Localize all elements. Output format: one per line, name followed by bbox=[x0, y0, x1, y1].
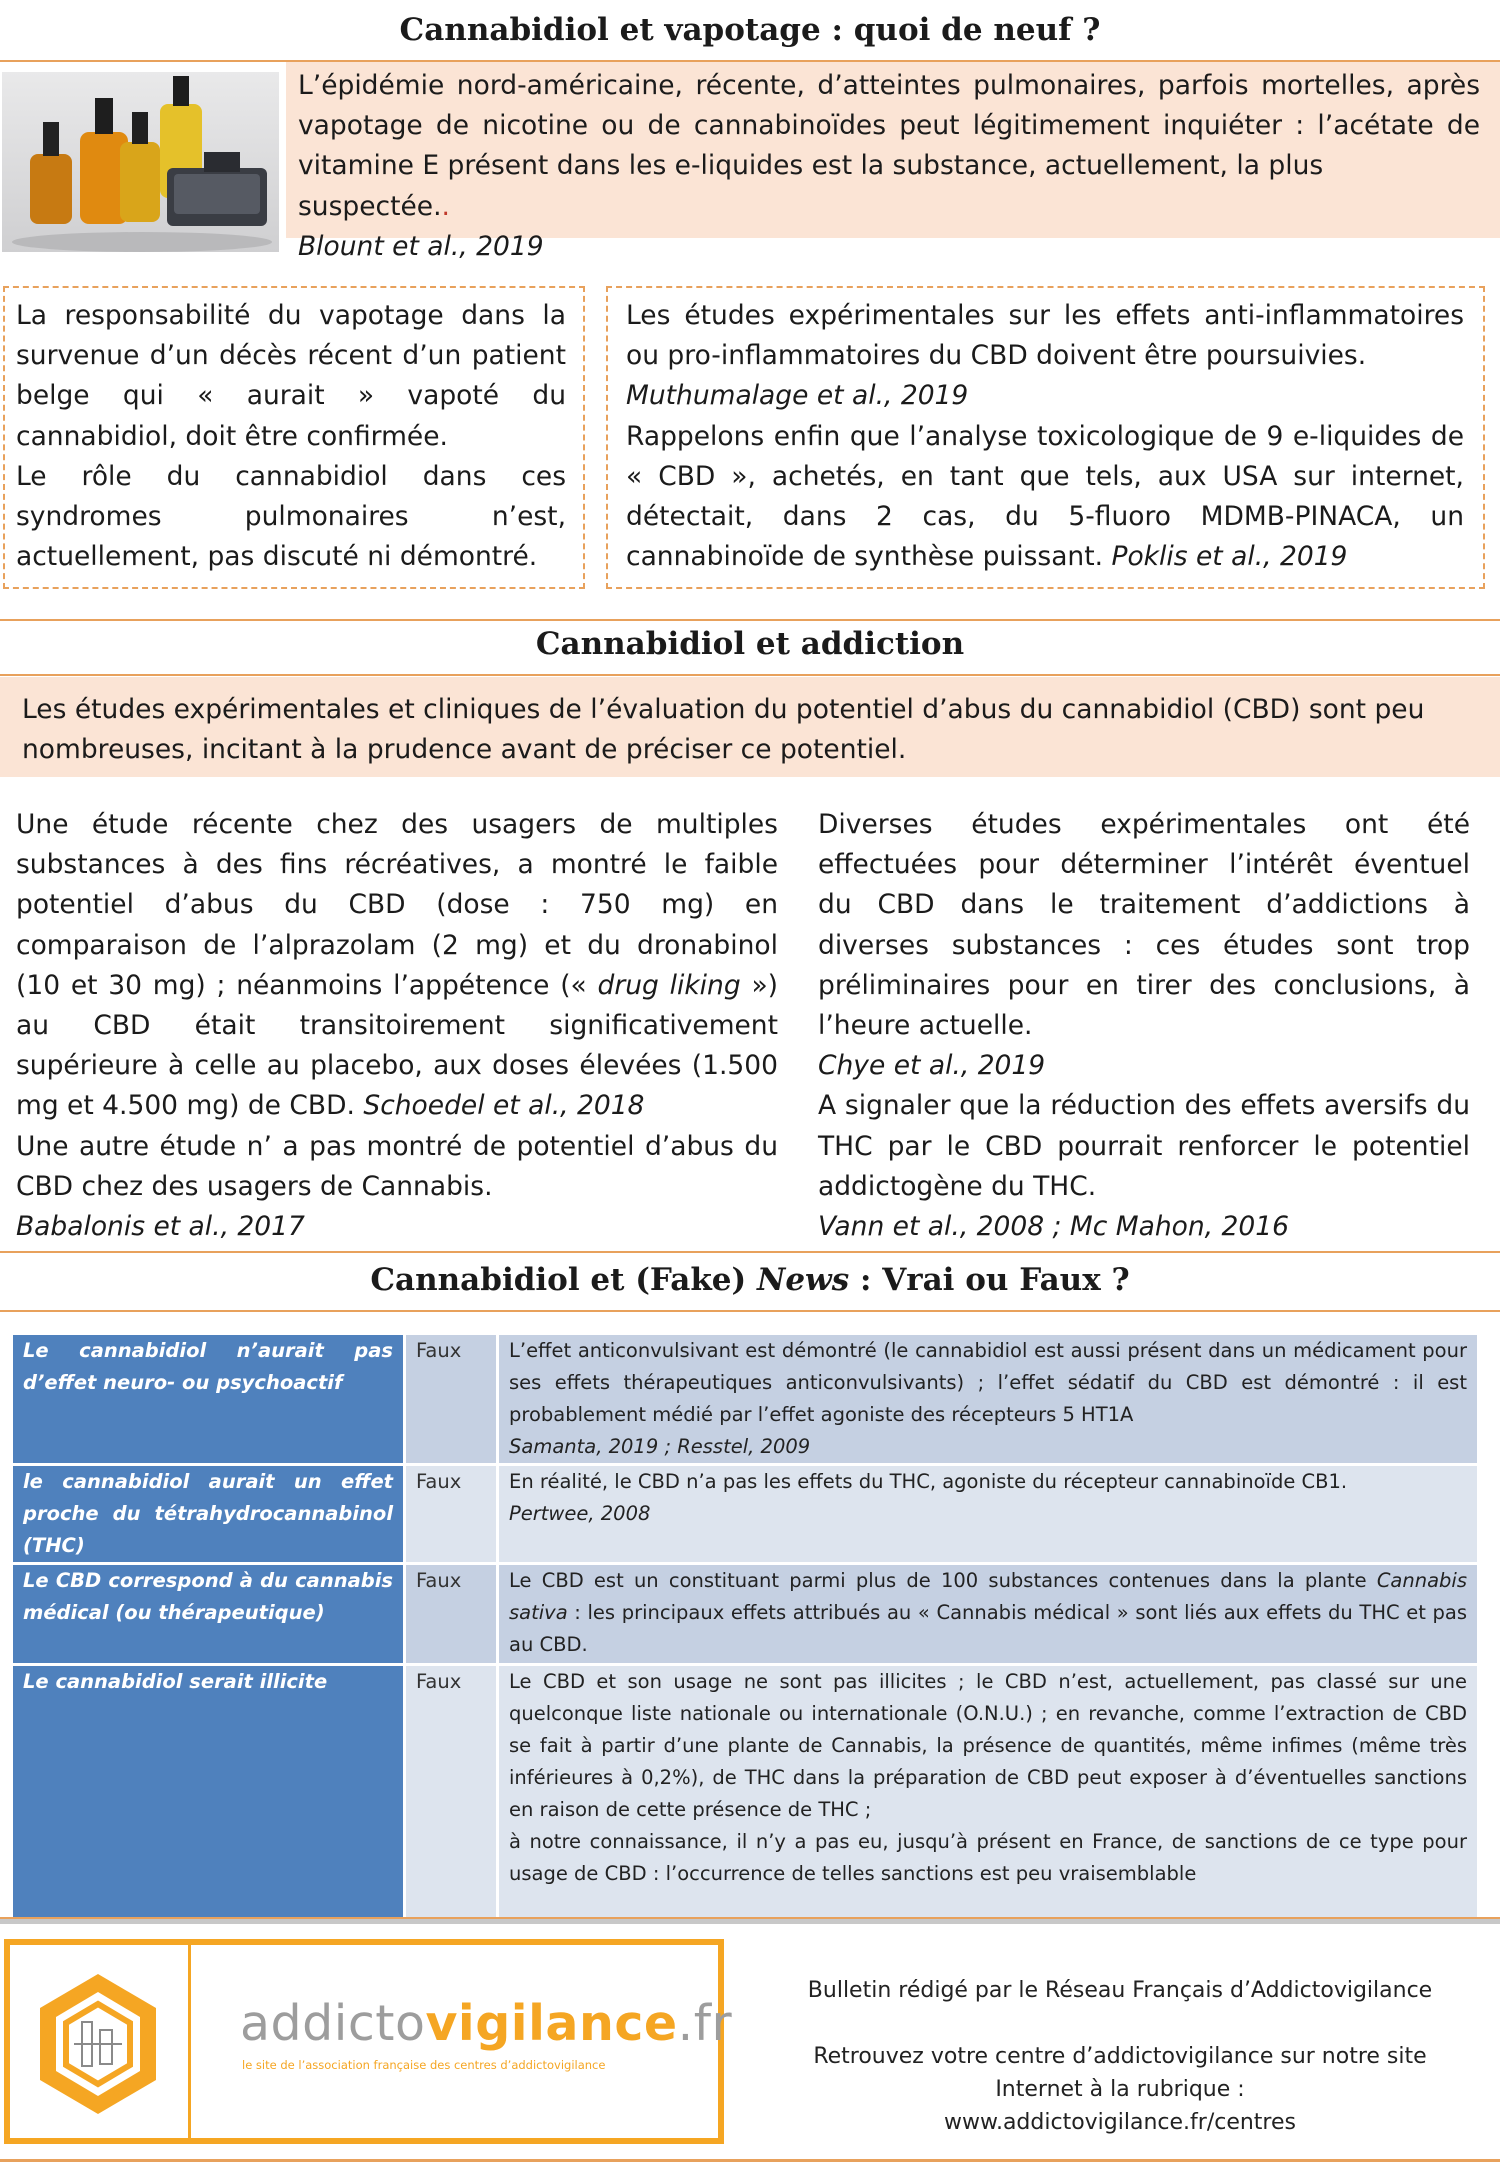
answer-text: L’effet anticonvulsivant est démontré (le cannabidiol est aussi présent dans un médicament pour ses effets thérapeutiques anticonvulsivants) ; l’effet sédatif du CBD est démontré : il est probablement médié par l’effet agoniste des récepteurs 5 HT1A bbox=[509, 1339, 1467, 1426]
right-box-text bbox=[626, 296, 1464, 577]
answer-cell bbox=[499, 1666, 1477, 1918]
true-false-table bbox=[10, 1332, 1480, 1921]
verdict-cell: Faux bbox=[406, 1466, 496, 1562]
table-row bbox=[13, 1565, 1477, 1663]
table-row bbox=[13, 1666, 1477, 1918]
verdict-cell: Faux bbox=[406, 1666, 496, 1918]
text-line: actuellement, pas discuté ni démontré. bbox=[16, 541, 538, 573]
answer-cell bbox=[499, 1335, 1477, 1463]
reference: Schoedel et al., 2018 bbox=[363, 1090, 645, 1122]
footer-text-line: Retrouvez votre centre d’addictovigilance sur notre site bbox=[813, 2044, 1427, 2069]
text-line: nombreuses, incitant à la prudence avant de préciser ce potentiel. bbox=[22, 734, 907, 766]
verdict-cell: Faux bbox=[406, 1565, 496, 1663]
footer-divider bbox=[0, 1917, 1500, 1924]
footer-info bbox=[760, 2040, 1480, 2139]
table-row bbox=[13, 1466, 1477, 1562]
reference: Chye et al., 2019 bbox=[818, 1050, 1046, 1082]
divider bbox=[0, 674, 1500, 676]
text-line: détectait, dans 2 cas, du 5-fluoro MDMB-PINACA, un bbox=[626, 501, 1464, 533]
text-line: syndromes pulmonaires n’est, bbox=[16, 501, 566, 533]
text-line: l’heure actuelle. bbox=[818, 1010, 1033, 1042]
title-part: Cannabidiol et (Fake) bbox=[370, 1262, 757, 1298]
left-box-text bbox=[16, 296, 566, 577]
text-line: Une étude récente chez des usagers de multiples bbox=[16, 809, 778, 840]
verdict-cell: Faux bbox=[406, 1335, 496, 1463]
text-line: Rappelons enfin que l’analyse toxicologique de 9 e-liquides de bbox=[626, 420, 1464, 452]
answer-text: : les principaux effets attribués au « Cannabis médical » sont liés aux effets du THC et pas au CBD. bbox=[509, 1601, 1467, 1656]
text-line: vapotage de nicotine ou de cannabinoïdes peut légitimement inquiéter : l’acétate de bbox=[298, 110, 1480, 142]
text-line: vitamine E présent dans les e-liquides est la substance, actuellement, la plus suspectée.. bbox=[298, 150, 1324, 222]
text-line: A signaler que la réduction des effets aversifs du bbox=[818, 1090, 1470, 1122]
section-title-fake-news bbox=[0, 1262, 1500, 1298]
addiction-right-column bbox=[818, 805, 1470, 1247]
claim-cell: Le cannabidiol serait illicite bbox=[13, 1666, 403, 1918]
addiction-left-column bbox=[16, 805, 778, 1247]
text-line: cannabidiol, doit être confirmée. bbox=[16, 420, 448, 452]
text-line: Diverses études expérimentales ont été bbox=[818, 809, 1470, 840]
answer-cell bbox=[499, 1466, 1477, 1562]
frame-separator bbox=[188, 1945, 191, 2138]
section-title-vapotage: Cannabidiol et vapotage : quoi de neuf ? bbox=[399, 12, 1101, 48]
reference: Babalonis et al., 2017 bbox=[16, 1211, 305, 1243]
text-line: La responsabilité du vapotage dans la bbox=[16, 300, 566, 331]
text-line: potentiel d’abus du CBD (dose : 750 mg) en bbox=[16, 889, 778, 921]
footer-url[interactable]: www.addictovigilance.fr/centres bbox=[944, 2110, 1296, 2135]
divider bbox=[0, 1310, 1500, 1312]
intro-text-addiction bbox=[22, 690, 1482, 770]
answer-text: En réalité, le CBD n’a pas les effets du THC, agoniste du récepteur cannabinoïde CB1. bbox=[509, 1470, 1348, 1493]
text-line: CBD chez des usagers de Cannabis. bbox=[16, 1170, 493, 1202]
text-line: Le rôle du cannabidiol dans ces bbox=[16, 460, 566, 492]
text-line: préliminaires pour en tirer des conclusions, à bbox=[818, 969, 1470, 1001]
text-line: Les études expérimentales sur les effets anti-inflammatoires bbox=[626, 300, 1464, 331]
drug-liking-term: drug liking bbox=[597, 969, 741, 1001]
claim-cell: Le CBD correspond à du cannabis médical (ou thérapeutique) bbox=[13, 1565, 403, 1663]
text-line: survenue d’un décès récent d’un patient bbox=[16, 340, 566, 372]
text-line: addictogène du THC. bbox=[818, 1170, 1097, 1202]
table-row bbox=[13, 1335, 1477, 1463]
divider bbox=[0, 619, 1500, 621]
divider bbox=[0, 1251, 1500, 1253]
text-line: cannabinoïde de synthèse puissant. bbox=[626, 541, 1104, 573]
footer-text-line: Internet à la rubrique : bbox=[995, 2077, 1245, 2102]
answer-text: à notre connaissance, il n’y a pas eu, jusqu’à présent en France, de sanctions de ce type pour usage de CBD : l’occurrence de telles sanctions est peu vraisemblable bbox=[509, 1830, 1467, 1885]
addictovigilance-hexagon-logo bbox=[34, 1970, 162, 2118]
text-line: (10 et 30 mg) ; néanmoins l’appétence (« bbox=[16, 969, 598, 1001]
text-line: Une autre étude n’ a pas montré de potentiel d’abus du bbox=[16, 1130, 778, 1162]
text-line: Les études expérimentales et cliniques de l’évaluation du potentiel d’abus du cannabidiol (CBD) sont peu bbox=[22, 694, 1425, 725]
wordmark-part: addicto bbox=[240, 1995, 426, 2052]
text-line: substances à des fins récréatives, a montré le faible bbox=[16, 849, 778, 881]
section-title-addiction: Cannabidiol et addiction bbox=[535, 626, 965, 662]
text-line: L’épidémie nord-américaine, récente, d’atteintes pulmonaires, parfois mortelles, après bbox=[298, 70, 1480, 101]
reference: Poklis et al., 2019 bbox=[1111, 541, 1348, 573]
text-line: vitamine E présent dans les e-liquides est la substance, actuellement, la plus suspectée. bbox=[298, 150, 1324, 222]
intro-text-vapotage bbox=[298, 66, 1480, 267]
addictovigilance-wordmark bbox=[240, 1995, 733, 2052]
text-line: mg et 4.500 mg) de CBD. bbox=[16, 1090, 355, 1122]
text-line: comparaison de l’alprazolam (2 mg) et du dronabinol bbox=[16, 929, 778, 961]
title-part: : Vrai ou Faux ? bbox=[849, 1262, 1130, 1298]
text-line: ou pro-inflammatoires du CBD doivent être poursuivies. bbox=[626, 340, 1367, 372]
text-line bbox=[626, 537, 1464, 577]
title-news-word: News bbox=[756, 1262, 850, 1298]
wordmark-part: vigilance bbox=[425, 1995, 678, 2052]
text-line: supérieure à celle au placebo, aux doses élevées (1.500 bbox=[16, 1050, 778, 1082]
reference: Samanta, 2019 ; Resstel, 2009 bbox=[509, 1435, 811, 1458]
text-line: THC par le CBD pourrait renforcer le potentiel bbox=[818, 1130, 1470, 1162]
answer-text: Le CBD est un constituant parmi plus de 100 substances contenues dans la plante bbox=[509, 1569, 1377, 1592]
text-line: diverses substances : ces études sont trop bbox=[818, 929, 1470, 961]
reference: Vann et al., 2008 ; Mc Mahon, 2016 bbox=[818, 1211, 1289, 1243]
claim-cell: le cannabidiol aurait un effet proche du tétrahydrocannabinol (THC) bbox=[13, 1466, 403, 1562]
text-line bbox=[16, 1086, 778, 1126]
answer-text: Le CBD et son usage ne sont pas illicites ; le CBD n’est, actuellement, pas classé sur une quelconque liste nationale ou internationale (O.N.U.) ; en revanche, comme l’extraction de CBD se fait à partir d’une plante de Cannabis, la présence de quantités, même infimes (même très inférieures à 0,2%), de THC dans la préparation de CBD peut exposer à d’éventuelles sanctions en raison de cette présence de THC ; bbox=[509, 1670, 1467, 1821]
text-line: du CBD dans le traitement d’addictions à bbox=[818, 889, 1470, 921]
reference: Pertwee, 2008 bbox=[509, 1502, 651, 1525]
text-line: belge qui « aurait » vapoté du bbox=[16, 380, 566, 412]
reference: Blount et al., 2019 bbox=[298, 230, 544, 262]
claim-cell: Le cannabidiol n’aurait pas d’effet neuro- ou psychoactif bbox=[13, 1335, 403, 1463]
reference: Muthumalage et al., 2019 bbox=[626, 380, 969, 412]
text-line bbox=[16, 966, 778, 1006]
text-line: ») bbox=[740, 969, 778, 1001]
species-name: Cannabis sativa bbox=[509, 1569, 1467, 1624]
text-line: « CBD », achetés, en tant que tels, aux USA sur internet, bbox=[626, 460, 1464, 492]
bottom-rule bbox=[0, 2159, 1500, 2162]
vape-product-image bbox=[2, 72, 279, 252]
text-line: au CBD était transitoirement significativement bbox=[16, 1010, 778, 1042]
footer-bulletin-line: Bulletin rédigé par le Réseau Français d’Addictovigilance bbox=[807, 1978, 1433, 2003]
answer-cell bbox=[499, 1565, 1477, 1663]
logo-tagline: le site de l’association française des centres d’addictovigilance bbox=[242, 2058, 606, 2072]
wordmark-part: .fr bbox=[677, 1995, 733, 2052]
text-line: effectuées pour déterminer l’intérêt éventuel bbox=[818, 849, 1470, 881]
